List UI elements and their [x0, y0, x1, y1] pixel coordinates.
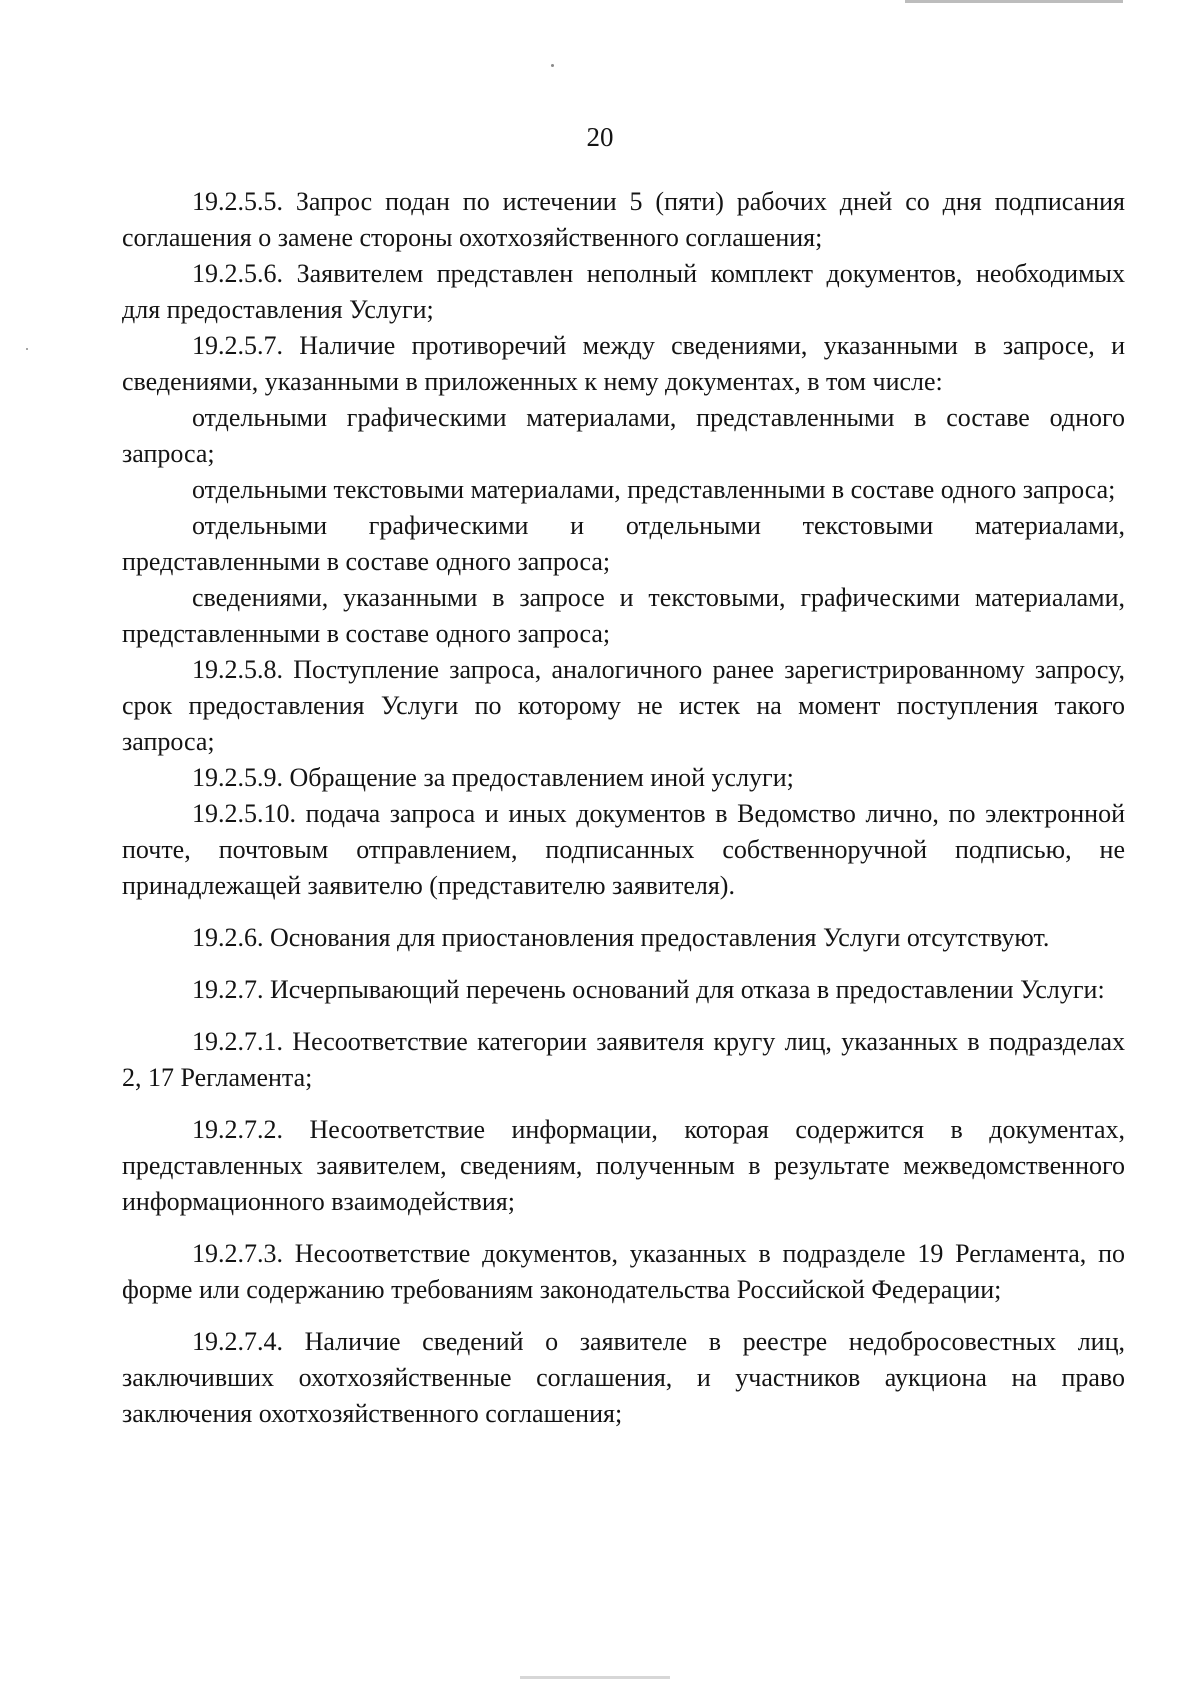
paragraph: сведениями, указанными в запросе и текстовыми, графическими материалами, представленными в составе одного запроса;	[122, 583, 1125, 648]
paragraph: 19.2.5.8. Поступление запроса, аналогичного ранее зарегистрированному запросу, срок предоставления Услуги по которому не истек на момент поступления такого запроса;	[122, 655, 1125, 756]
paragraph: 19.2.5.7. Наличие противоречий между сведениями, указанными в запросе, и сведениями, указанными в приложенных к нему документах, в том числе:	[122, 331, 1125, 396]
paragraph: отдельными графическими и отдельными текстовыми материалами, представленными в составе одного запроса;	[122, 511, 1125, 576]
paragraph: 19.2.5.6. Заявителем представлен неполный комплект документов, необходимых для предоставления Услуги;	[122, 259, 1125, 324]
scan-edge-line	[905, 0, 1123, 3]
paragraph: 19.2.7.3. Несоответствие документов, указанных в подразделе 19 Регламента, по форме или содержанию требованиям законодательства Российской Федерации;	[122, 1239, 1125, 1304]
paragraph: 19.2.7.1. Несоответствие категории заявителя кругу лиц, указанных в подразделах 2, 17 Регламента;	[122, 1027, 1125, 1092]
paragraph: 19.2.7.4. Наличие сведений о заявителе в реестре недобросовестных лиц, заключивших охотхозяйственные соглашения, и участников аукциона на право заключения охотхозяйственного соглашения;	[122, 1327, 1125, 1428]
paragraph: 19.2.7. Исчерпывающий перечень оснований для отказа в предоставлении Услуги:	[192, 975, 1105, 1004]
page-number: 20	[586, 122, 614, 152]
paragraph: 19.2.5.10. подача запроса и иных документов в Ведомство лично, по электронной почте, почтовым отправлением, подписанных собственноручной подписью, не принадлежащей заявителю (представителю заявителя).	[122, 799, 1125, 900]
paragraph: 19.2.7.2. Несоответствие информации, которая содержится в документах, представленных заявителем, сведениям, полученным в результате межведомственного информационного взаимодействия;	[122, 1115, 1125, 1216]
scan-speck	[26, 348, 28, 350]
paragraph: отдельными графическими материалами, представленными в составе одного запроса;	[122, 403, 1125, 468]
paragraph: отдельными текстовыми материалами, представленными в составе одного запроса;	[192, 475, 1116, 504]
document-body	[122, 184, 1125, 1432]
paragraph: 19.2.6. Основания для приостановления предоставления Услуги отсутствуют.	[192, 923, 1050, 952]
paragraph: 19.2.5.9. Обращение за предоставлением иной услуги;	[192, 763, 794, 792]
scan-speck	[551, 64, 554, 67]
paragraph: 19.2.5.5. Запрос подан по истечении 5 (пяти) рабочих дней со дня подписания соглашения о замене стороны охотхозяйственного соглашения;	[122, 187, 1125, 252]
scan-edge-noise	[520, 1676, 670, 1679]
